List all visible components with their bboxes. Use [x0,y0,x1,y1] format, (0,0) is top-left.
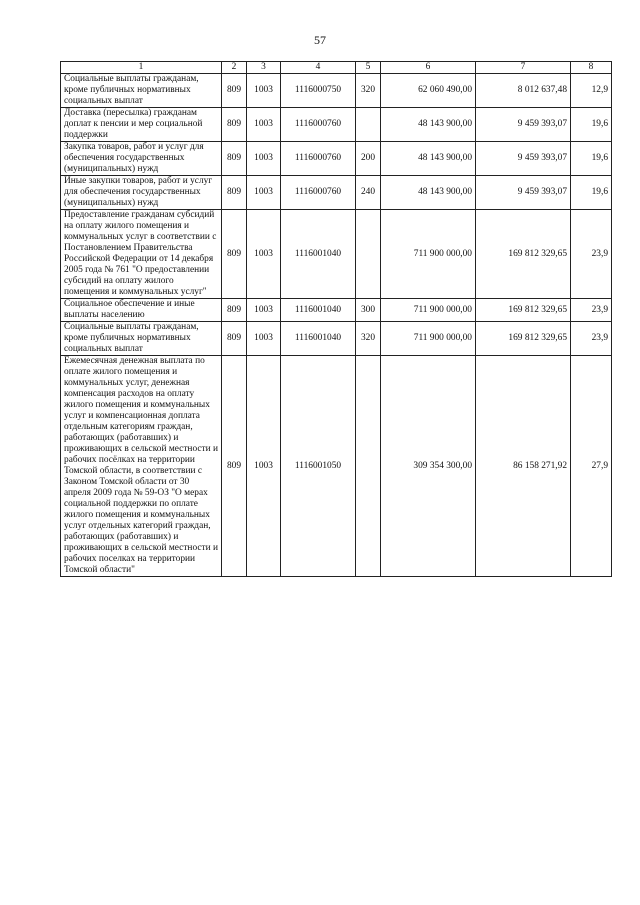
row-plan: 48 143 900,00 [381,142,476,176]
row-name: Закупка товаров, работ и услуг для обеспечения государственных (муниципальных) нужд [61,142,222,176]
table-row [61,142,612,176]
budget-table [60,61,612,577]
row-name: Социальное обеспечение и иные выплаты населению [61,299,222,322]
row-plan: 309 354 300,00 [381,356,476,577]
row-plan: 711 900 000,00 [381,299,476,322]
header-cell-8: 8 [571,62,612,74]
header-cell-6: 6 [381,62,476,74]
row-vr [356,108,381,142]
table-row [61,108,612,142]
row-fact: 8 012 637,48 [476,74,571,108]
row-plan: 711 900 000,00 [381,210,476,299]
row-pct: 19,6 [571,176,612,210]
row-rzpr: 1003 [247,108,281,142]
row-vr: 320 [356,322,381,356]
row-csr: 1116000760 [281,176,356,210]
table-row [61,74,612,108]
row-pct: 19,6 [571,108,612,142]
row-fact: 169 812 329,65 [476,299,571,322]
row-pct: 12,9 [571,74,612,108]
row-plan: 48 143 900,00 [381,176,476,210]
row-pct: 19,6 [571,142,612,176]
row-fact: 86 158 271,92 [476,356,571,577]
row-csr: 1116000750 [281,74,356,108]
row-fact: 169 812 329,65 [476,210,571,299]
row-vr [356,210,381,299]
row-pct: 23,9 [571,322,612,356]
row-name: Иные закупки товаров, работ и услуг для обеспечения государственных (муниципальных) нужд [61,176,222,210]
row-name: Социальные выплаты гражданам, кроме публичных нормативных социальных выплат [61,322,222,356]
row-pct: 23,9 [571,299,612,322]
row-ved: 809 [222,108,247,142]
table-row [61,356,612,577]
row-csr: 1116001040 [281,322,356,356]
row-ved: 809 [222,210,247,299]
row-csr: 1116000760 [281,108,356,142]
row-ved: 809 [222,176,247,210]
header-cell-7: 7 [476,62,571,74]
row-rzpr: 1003 [247,74,281,108]
row-plan: 62 060 490,00 [381,74,476,108]
row-name: Доставка (пересылка) гражданам доплат к пенсии и мер социальной поддержки [61,108,222,142]
row-fact: 169 812 329,65 [476,322,571,356]
row-pct: 27,9 [571,356,612,577]
row-ved: 809 [222,299,247,322]
row-vr: 320 [356,74,381,108]
row-vr: 240 [356,176,381,210]
table-row [61,210,612,299]
row-rzpr: 1003 [247,176,281,210]
row-name: Предоставление гражданам субсидий на оплату жилого помещения и коммунальных услуг в соответствии с Постановлением Правительства Российской Федерации от 14 декабря 2005 года № 761 "О предоставлении субсидий на оплату жилого помещения и коммунальных услуг" [61,210,222,299]
page-number: 57 [314,33,326,47]
row-rzpr: 1003 [247,322,281,356]
row-pct: 23,9 [571,210,612,299]
header-cell-5: 5 [356,62,381,74]
header-cell-3: 3 [247,62,281,74]
row-name: Социальные выплаты гражданам, кроме публичных нормативных социальных выплат [61,74,222,108]
table-row [61,322,612,356]
row-rzpr: 1003 [247,210,281,299]
row-rzpr: 1003 [247,299,281,322]
table-row [61,176,612,210]
row-ved: 809 [222,356,247,577]
row-csr: 1116001050 [281,356,356,577]
header-cell-2: 2 [222,62,247,74]
row-fact: 9 459 393,07 [476,142,571,176]
row-csr: 1116000760 [281,142,356,176]
table-row [61,299,612,322]
header-row [61,62,612,74]
row-csr: 1116001040 [281,299,356,322]
row-rzpr: 1003 [247,142,281,176]
row-name: Ежемесячная денежная выплата по оплате жилого помещения и коммунальных услуг, денежная компенсация расходов на оплату жилого помещения и коммунальных услуг и компенсационная доплата отдельным категориям граждан, работающих (работавших) и проживающих в сельской местности и рабочих посёлках на территории Томской области, в соответствии с Законом Томской области от 30 апреля 2009 года № 59-ОЗ "О мерах социальной поддержки по оплате жилого помещения и коммунальных услуг отдельных категорий граждан, работающих (работавших) и проживающих в сельской местности и рабочих поселках на территории Томской области" [61,356,222,577]
row-vr [356,356,381,577]
header-cell-1: 1 [61,62,222,74]
row-plan: 711 900 000,00 [381,322,476,356]
row-csr: 1116001040 [281,210,356,299]
row-rzpr: 1003 [247,356,281,577]
row-ved: 809 [222,322,247,356]
header-cell-4: 4 [281,62,356,74]
row-plan: 48 143 900,00 [381,108,476,142]
row-ved: 809 [222,74,247,108]
row-ved: 809 [222,142,247,176]
row-fact: 9 459 393,07 [476,108,571,142]
row-vr: 300 [356,299,381,322]
row-fact: 9 459 393,07 [476,176,571,210]
row-vr: 200 [356,142,381,176]
